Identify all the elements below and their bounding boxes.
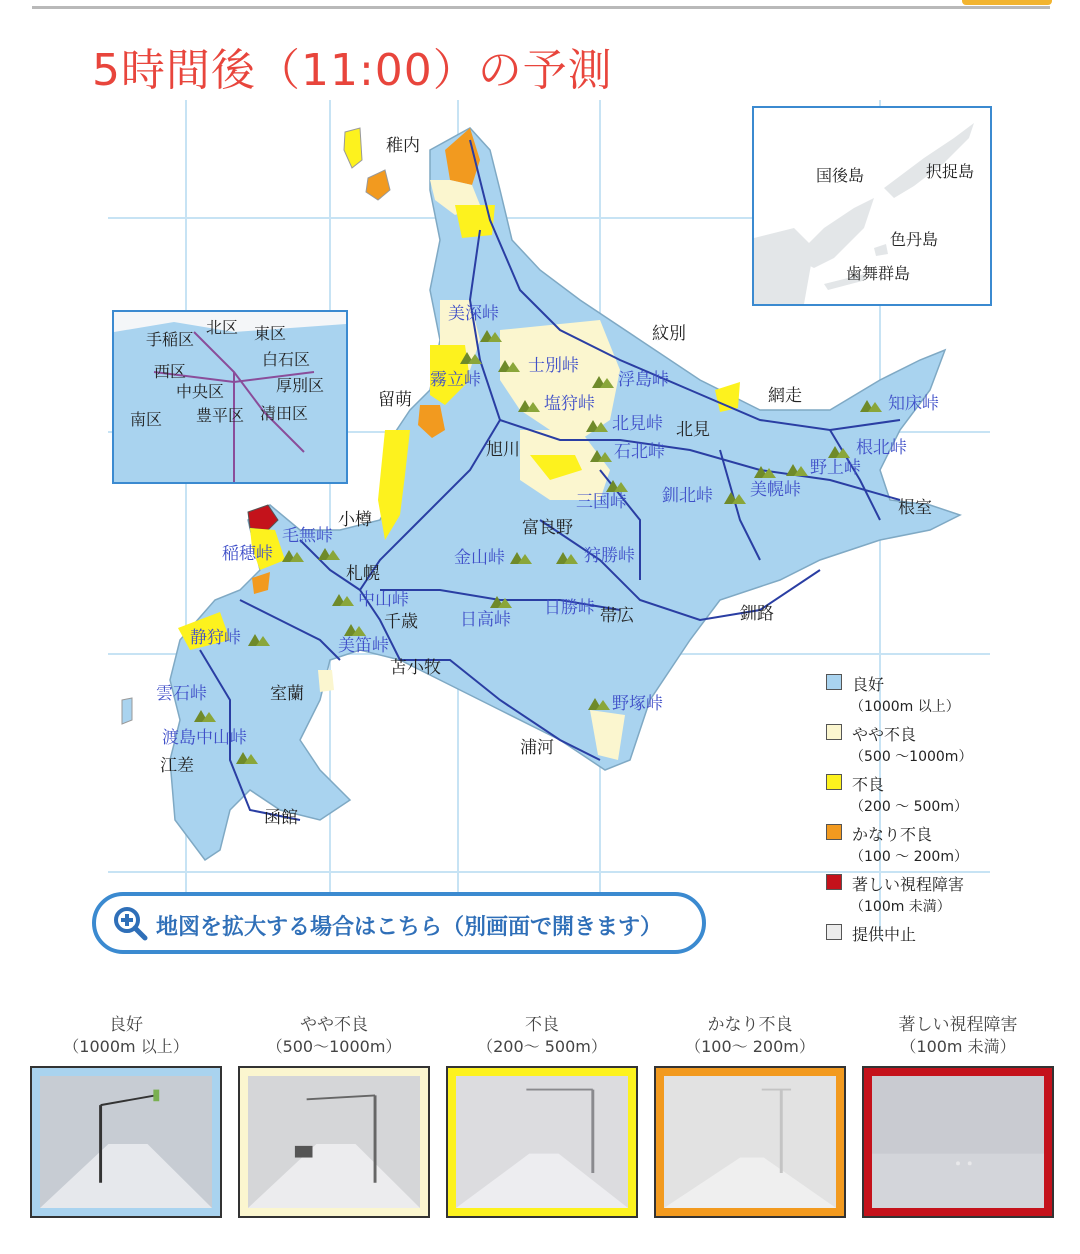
pass-label: 美笛峠 [338,636,389,656]
city-label: 留萌 [378,390,412,410]
pass-label: 知床峠 [888,394,939,414]
pass-label: 美幌峠 [750,480,801,500]
pass-label: 毛無峠 [282,526,333,546]
legend-swatch [826,824,842,840]
pass-label: 雲石峠 [156,684,207,704]
pass-label: 北見峠 [612,414,663,434]
ward-label: 手稲区 [146,330,195,349]
pass-label: 野上峠 [810,458,861,478]
example-frame [30,1066,222,1218]
example-range: （1000m 以上） [63,1037,189,1056]
pass-label: 石北峠 [614,442,665,462]
pass-label: 根北峠 [856,438,907,458]
city-label: 稚内 [386,136,420,156]
zone-slight-muroran [318,670,334,692]
pass-label: 中山峠 [358,590,409,610]
ward-label: 中央区 [176,382,225,401]
pass-label: 渡島中山峠 [162,728,247,748]
pass-label: 静狩峠 [190,628,241,648]
legend-label: 著しい視程障害 [852,875,965,894]
rishiri-island [366,170,390,200]
example-title: かなり不良 [707,1015,793,1035]
pass-label: 稲穂峠 [222,544,273,564]
example-photo [872,1076,1044,1208]
example-photo [248,1076,420,1208]
legend-item [826,822,1006,872]
legend-swatch [826,674,842,690]
city-label: 浦河 [520,738,554,758]
legend-item [826,772,1006,822]
island-label: 択捉島 [926,162,975,181]
sapporo-inset [112,310,348,484]
zoom-in-icon [112,905,148,941]
example-photo [40,1076,212,1208]
example-title: 著しい視程障害 [898,1015,1018,1035]
example-range: （100～ 200m） [685,1037,815,1056]
example-range: （100m 未満） [900,1037,1016,1056]
legend-label: やや不良 [852,725,917,744]
legend-swatch [826,924,842,940]
pass-label: 日高峠 [460,610,511,630]
example-range: （500～1000m） [266,1037,402,1056]
legend-swatch [826,724,842,740]
open-enlarged-map-label: 地図を拡大する場合はこちら（別画面で開きます） [156,915,663,940]
visibility-legend [826,672,1006,972]
island-label: 色丹島 [890,230,939,249]
city-label: 札幌 [346,564,380,584]
ward-label: 白石区 [262,350,311,369]
city-label: 小樽 [338,510,372,530]
example-title: やや不良 [300,1015,368,1035]
example-frame [654,1066,846,1218]
legend-range: （100 ～ 200m） [850,849,968,865]
rebun-island [344,128,362,168]
page-title: 5時間後（11:00）の予測 [92,45,613,96]
ward-label: 北区 [206,318,239,337]
city-label: 帯広 [600,606,634,626]
legend-range: （200 ～ 500m） [850,799,968,815]
pass-label: 霧立峠 [430,370,481,390]
pass-label: 野塚峠 [612,694,663,714]
legend-item [826,872,1006,922]
legend-range: （1000m 以上） [850,699,960,715]
pass-label: 三国峠 [576,492,627,512]
okushiri-island [122,698,132,724]
ward-label: 厚別区 [276,376,325,395]
legend-label: 不良 [852,775,885,794]
ward-label: 南区 [130,410,163,429]
pass-label: 金山峠 [454,548,505,568]
ward-label: 西区 [154,362,187,381]
city-label: 苫小牧 [390,658,441,678]
pass-label: 美深峠 [448,304,499,324]
ward-label: 豊平区 [196,406,245,425]
pass-label: 士別峠 [528,356,579,376]
example-frame [862,1066,1054,1218]
example-title: 不良 [525,1015,559,1035]
legend-item [826,722,1006,772]
legend-label: 良好 [852,675,885,694]
pass-label: 塩狩峠 [544,394,595,414]
city-label: 根室 [898,498,932,518]
legend-label: かなり不良 [852,825,933,844]
pass-label: 浮島峠 [618,370,669,390]
city-label: 網走 [768,386,802,406]
legend-range: （100m 未満） [850,899,951,915]
legend-item [826,672,1006,722]
example-frame [238,1066,430,1218]
legend-range: （500 ～1000m） [850,749,973,765]
ward-label: 東区 [254,324,287,343]
pass-label: 釧北峠 [662,486,713,506]
city-label: 旭川 [486,440,520,460]
example-title: 良好 [109,1015,143,1035]
legend-swatch [826,774,842,790]
example-range: （200～ 500m） [477,1037,607,1056]
city-label: 紋別 [652,324,686,344]
city-label: 室蘭 [270,684,304,704]
city-label: 江差 [160,756,194,776]
city-label: 富良野 [522,518,573,538]
open-enlarged-map-button[interactable] [92,892,706,954]
city-label: 北見 [676,420,710,440]
pass-label: 狩勝峠 [584,546,635,566]
example-photo [664,1076,836,1208]
example-photo [456,1076,628,1208]
zone-poor-north [455,205,495,238]
ward-label: 清田区 [260,404,309,423]
legend-swatch [826,874,842,890]
island-label: 歯舞群島 [846,264,911,283]
city-label: 函館 [264,808,298,828]
northern-islands-inset [752,106,992,306]
example-frame [446,1066,638,1218]
pass-label: 日勝峠 [544,598,595,618]
city-label: 千歳 [384,612,418,632]
legend-item [826,922,1006,972]
island-label: 国後島 [816,166,865,185]
legend-label: 提供中止 [852,925,917,944]
city-label: 釧路 [740,604,774,624]
